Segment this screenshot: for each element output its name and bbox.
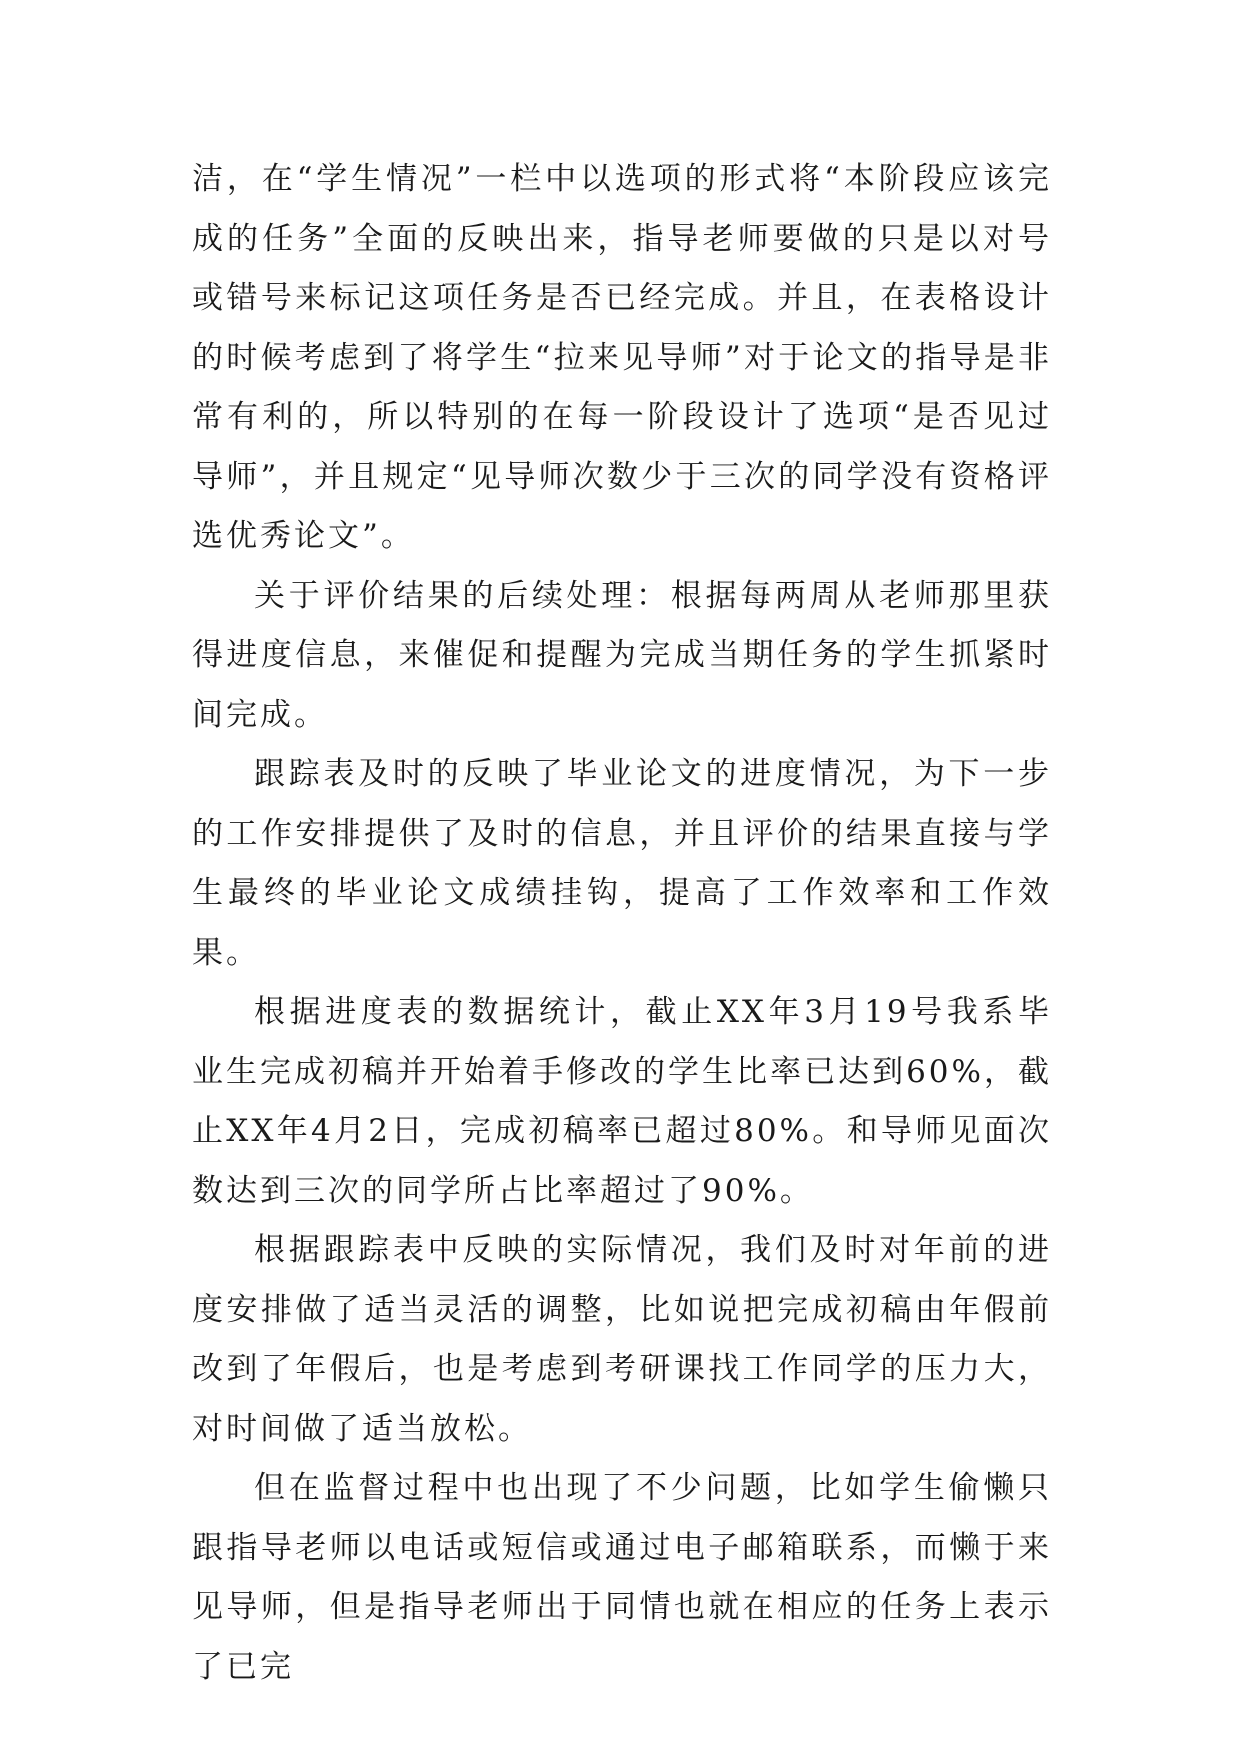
body-text bbox=[192, 150, 1052, 1697]
paragraph-schedule-adjustment: 根据跟踪表中反映的实际情况，我们及时对年前的进度安排做了适当灵活的调整，比如说把完成初稿由年假前改到了年假后，也是考虑到考研课找工作同学的压力大，对时间做了适当放松。 bbox=[192, 1232, 1052, 1447]
paragraph-follow-up-handling: 关于评价结果的后续处理：根据每两周从老师那里获得进度信息，来催促和提醒为完成当期任务的学生抓紧时间完成。 bbox=[192, 577, 1052, 733]
paragraph-tracking-table: 跟踪表及时的反映了毕业论文的进度情况，为下一步的工作安排提供了及时的信息，并且评价的结果直接与学生最终的毕业论文成绩挂钩，提高了工作效率和工作效果。 bbox=[192, 756, 1052, 971]
paragraph-statistics: 根据进度表的数据统计，截止XX年3月19号我系毕业生完成初稿并开始着手修改的学生比率已达到60%，截止XX年4月2日，完成初稿率已超过80%。和导师见面次数达到三次的同学所占比率超过了90%。 bbox=[192, 994, 1052, 1209]
paragraph-continuation: 洁，在“学生情况”一栏中以选项的形式将“本阶段应该完成的任务”全面的反映出来，指导老师要做的只是以对号或错号来标记这项任务是否已经完成。并且，在表格设计的时候考虑到了将学生“拉来见导师”对于论文的指导是非常有利的，所以特别的在每一阶段设计了选项“是否见过导师”，并且规定“见导师次数少于三次的同学没有资格评选优秀论文”。 bbox=[192, 161, 1052, 554]
paragraph-problems: 但在监督过程中也出现了不少问题，比如学生偷懒只跟指导老师以电话或短信或通过电子邮箱联系，而懒于来见导师，但是指导老师出于同情也就在相应的任务上表示了已完 bbox=[192, 1470, 1052, 1685]
